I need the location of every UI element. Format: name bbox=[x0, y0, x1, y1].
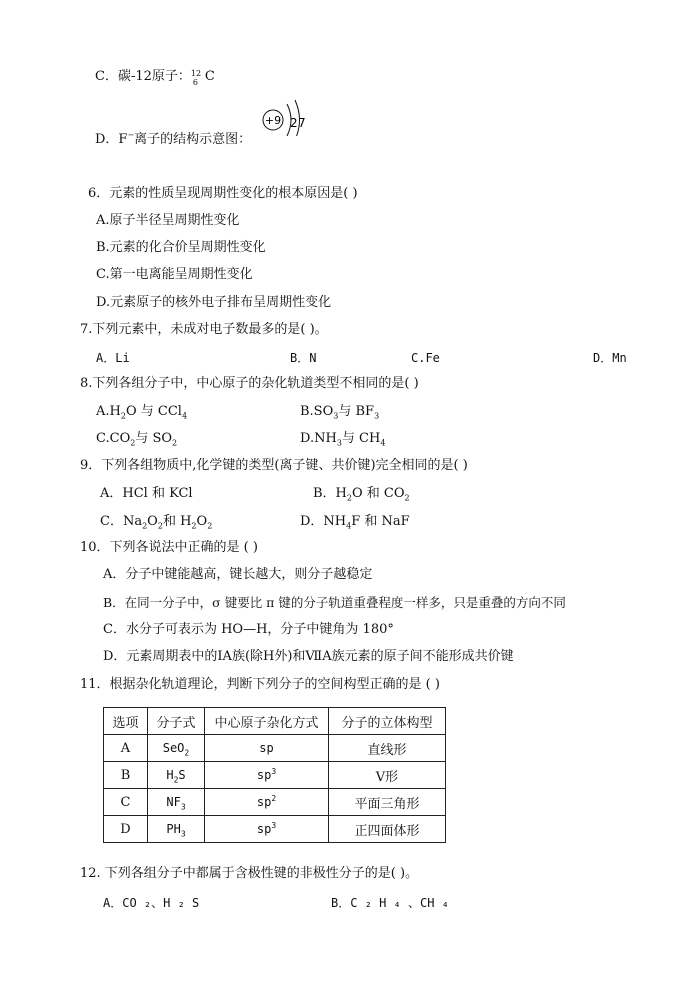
cell-geometry: 直线形 bbox=[329, 735, 446, 762]
cell-geometry: 平面三角形 bbox=[329, 789, 446, 816]
sub: 2 bbox=[184, 748, 190, 758]
q5-d-prefix: D．F bbox=[95, 132, 128, 147]
q10-option-d: D．元素周期表中的ⅠA族(除H外)和ⅦA族元素的原子间不能形成共价键 bbox=[103, 649, 514, 664]
q6-option-b: B.元素的化合价呈周期性变化 bbox=[96, 240, 266, 255]
q9-option-c bbox=[100, 513, 212, 531]
q6-option-a: A.原子半径呈周期性变化 bbox=[96, 213, 240, 228]
header-geometry: 分子的立体构型 bbox=[329, 708, 446, 735]
cell-formula bbox=[148, 762, 205, 789]
cell-option: D bbox=[104, 816, 148, 843]
sub: 2 bbox=[130, 438, 136, 448]
header-option: 选项 bbox=[104, 708, 148, 735]
shell-1-electrons: 2 bbox=[290, 116, 298, 130]
q7-option-b: B．N bbox=[290, 351, 317, 365]
cell-option: A bbox=[104, 735, 148, 762]
cell-hybridization bbox=[205, 789, 329, 816]
cell-formula bbox=[148, 816, 205, 843]
formula-text: SeO bbox=[162, 741, 185, 755]
q10-option-a: A．分子中键能越高，键长越大，则分子越稳定 bbox=[103, 567, 373, 582]
nucleus-charge: +9 bbox=[264, 114, 282, 127]
q9-d-mid: F 和 NaF bbox=[351, 514, 410, 529]
formula-text: S bbox=[178, 768, 186, 782]
q8-option-d bbox=[300, 430, 385, 448]
q9-stem: 9．下列各组物质中,化学键的类型(离子键、共价键)完全相同的是( ) bbox=[80, 458, 468, 473]
cell-option: B bbox=[104, 762, 148, 789]
sub: 3 bbox=[336, 438, 342, 448]
q5-option-d bbox=[95, 131, 251, 149]
q11-stem: 11．根据杂化轨道理论，判断下列分子的空间构型正确的是 ( ) bbox=[80, 677, 440, 692]
atomic-number: 6 bbox=[192, 77, 198, 87]
sub: 2 bbox=[346, 493, 352, 503]
cell-formula bbox=[148, 789, 205, 816]
hyb-text: sp bbox=[256, 822, 272, 836]
sub: 4 bbox=[181, 411, 188, 421]
table-header-row bbox=[104, 708, 446, 735]
q7-option-a: A．Li bbox=[96, 351, 130, 365]
q9-option-d bbox=[300, 513, 410, 531]
sub: 4 bbox=[380, 438, 386, 448]
q8-option-c bbox=[96, 430, 177, 448]
q8-stem: 8.下列各组分子中，中心原子的杂化轨道类型不相同的是( ) bbox=[80, 376, 419, 391]
formula-text: PH bbox=[166, 822, 181, 836]
q5-d-text: 离子的结构示意图： bbox=[134, 132, 252, 147]
q10-stem: 10．下列各说法中正确的是 ( ) bbox=[80, 540, 258, 555]
element-symbol: C bbox=[204, 69, 215, 84]
sub: 3 bbox=[333, 411, 339, 421]
header-formula: 分子式 bbox=[148, 708, 205, 735]
q9-b-mid: O 和 CO bbox=[351, 486, 405, 501]
hyb-text: sp bbox=[256, 768, 272, 782]
q8-a-mid: O 与 CCl bbox=[125, 404, 182, 419]
sub: 2 bbox=[173, 775, 179, 785]
q9-option-b bbox=[313, 485, 410, 503]
q9-option-a: A．HCl 和 KCl bbox=[100, 486, 193, 501]
q9-d-pre: D．NH bbox=[300, 514, 347, 529]
cell-option: C bbox=[104, 789, 148, 816]
formula-text: H bbox=[166, 768, 174, 782]
sub: 3 bbox=[374, 411, 380, 421]
cell-hybridization bbox=[205, 762, 329, 789]
q5-option-c-text: C．碳-12原子： bbox=[95, 69, 191, 84]
mass-number: 12 bbox=[190, 68, 202, 78]
sub: 2 bbox=[120, 411, 126, 421]
cell-hybridization bbox=[205, 735, 329, 762]
q7-option-c: C.Fe bbox=[411, 351, 440, 365]
table-row bbox=[104, 762, 446, 789]
fluoride-ion-structure-diagram bbox=[260, 96, 320, 136]
q10-option-b: B．在同一分子中，σ 键要比 π 键的分子轨道重叠程度一样多，只是重叠的方向不同 bbox=[103, 595, 566, 610]
sub: 2 bbox=[142, 521, 148, 531]
q8-b-pre: B.SO bbox=[300, 404, 334, 419]
shell-2-electrons: 7 bbox=[298, 116, 306, 130]
q10-option-c: C．水分子可表示为 HO—H，分子中键角为 180° bbox=[103, 622, 394, 637]
q8-b-mid: 与 BF bbox=[338, 404, 375, 419]
q8-d-mid: 与 CH bbox=[341, 431, 381, 446]
q12-stem: 12. 下列各组分子中都属于含极性键的非极性分子的是( )。 bbox=[80, 866, 419, 881]
q9-c-pre: C．Na bbox=[100, 514, 143, 529]
cell-hybridization bbox=[205, 816, 329, 843]
q7-option-d: D．Mn bbox=[593, 351, 627, 365]
q8-d-pre: D.NH bbox=[300, 431, 337, 446]
q6-option-c: C.第一电离能呈周期性变化 bbox=[96, 267, 253, 282]
q9-c-m1: O bbox=[147, 514, 158, 529]
formula-text: NF bbox=[166, 795, 181, 809]
sub: 4 bbox=[346, 521, 352, 531]
sub: 2 bbox=[191, 521, 197, 531]
cell-formula bbox=[148, 735, 205, 762]
q9-b-pre: B．H bbox=[313, 486, 347, 501]
q12-option-b: B．C ₂ H ₄ 、CH ₄ bbox=[331, 896, 449, 910]
cell-geometry: V形 bbox=[329, 762, 446, 789]
q8-option-a bbox=[96, 403, 187, 421]
sub: 2 bbox=[157, 521, 163, 531]
q6-stem: 6．元素的性质呈现周期性变化的根本原因是( ) bbox=[88, 186, 358, 201]
sup: 3 bbox=[271, 821, 277, 830]
sub: 3 bbox=[180, 829, 186, 839]
table-row bbox=[104, 816, 446, 843]
ion-charge: − bbox=[127, 130, 135, 140]
sub: 2 bbox=[404, 493, 410, 503]
sup: 2 bbox=[271, 794, 277, 803]
q9-c-mid: 和 H bbox=[162, 514, 192, 529]
q9-c-m2: O bbox=[196, 514, 208, 529]
q8-c-pre: C.CO bbox=[96, 431, 131, 446]
q8-option-b bbox=[300, 403, 379, 421]
q5-option-c bbox=[95, 68, 215, 86]
sub: 2 bbox=[172, 438, 178, 448]
q7-stem: 7.下列元素中，未成对电子数最多的是( )。 bbox=[80, 322, 328, 337]
hyb-text: sp bbox=[259, 741, 274, 755]
sub: 3 bbox=[180, 802, 186, 812]
hyb-text: sp bbox=[256, 795, 272, 809]
cell-geometry: 正四面体形 bbox=[329, 816, 446, 843]
q12-option-a: A．CO ₂、H ₂ S bbox=[103, 896, 200, 910]
table-row bbox=[104, 735, 446, 762]
header-hybridization: 中心原子杂化方式 bbox=[205, 708, 329, 735]
sub: 2 bbox=[207, 521, 213, 531]
q8-c-mid: 与 SO bbox=[135, 431, 173, 446]
q8-a-pre: A.H bbox=[96, 404, 121, 419]
table-row bbox=[104, 789, 446, 816]
sup: 3 bbox=[271, 767, 277, 776]
q11-options-table bbox=[103, 707, 446, 843]
q6-option-d: D.元素原子的核外电子排布呈周期性变化 bbox=[96, 295, 332, 310]
